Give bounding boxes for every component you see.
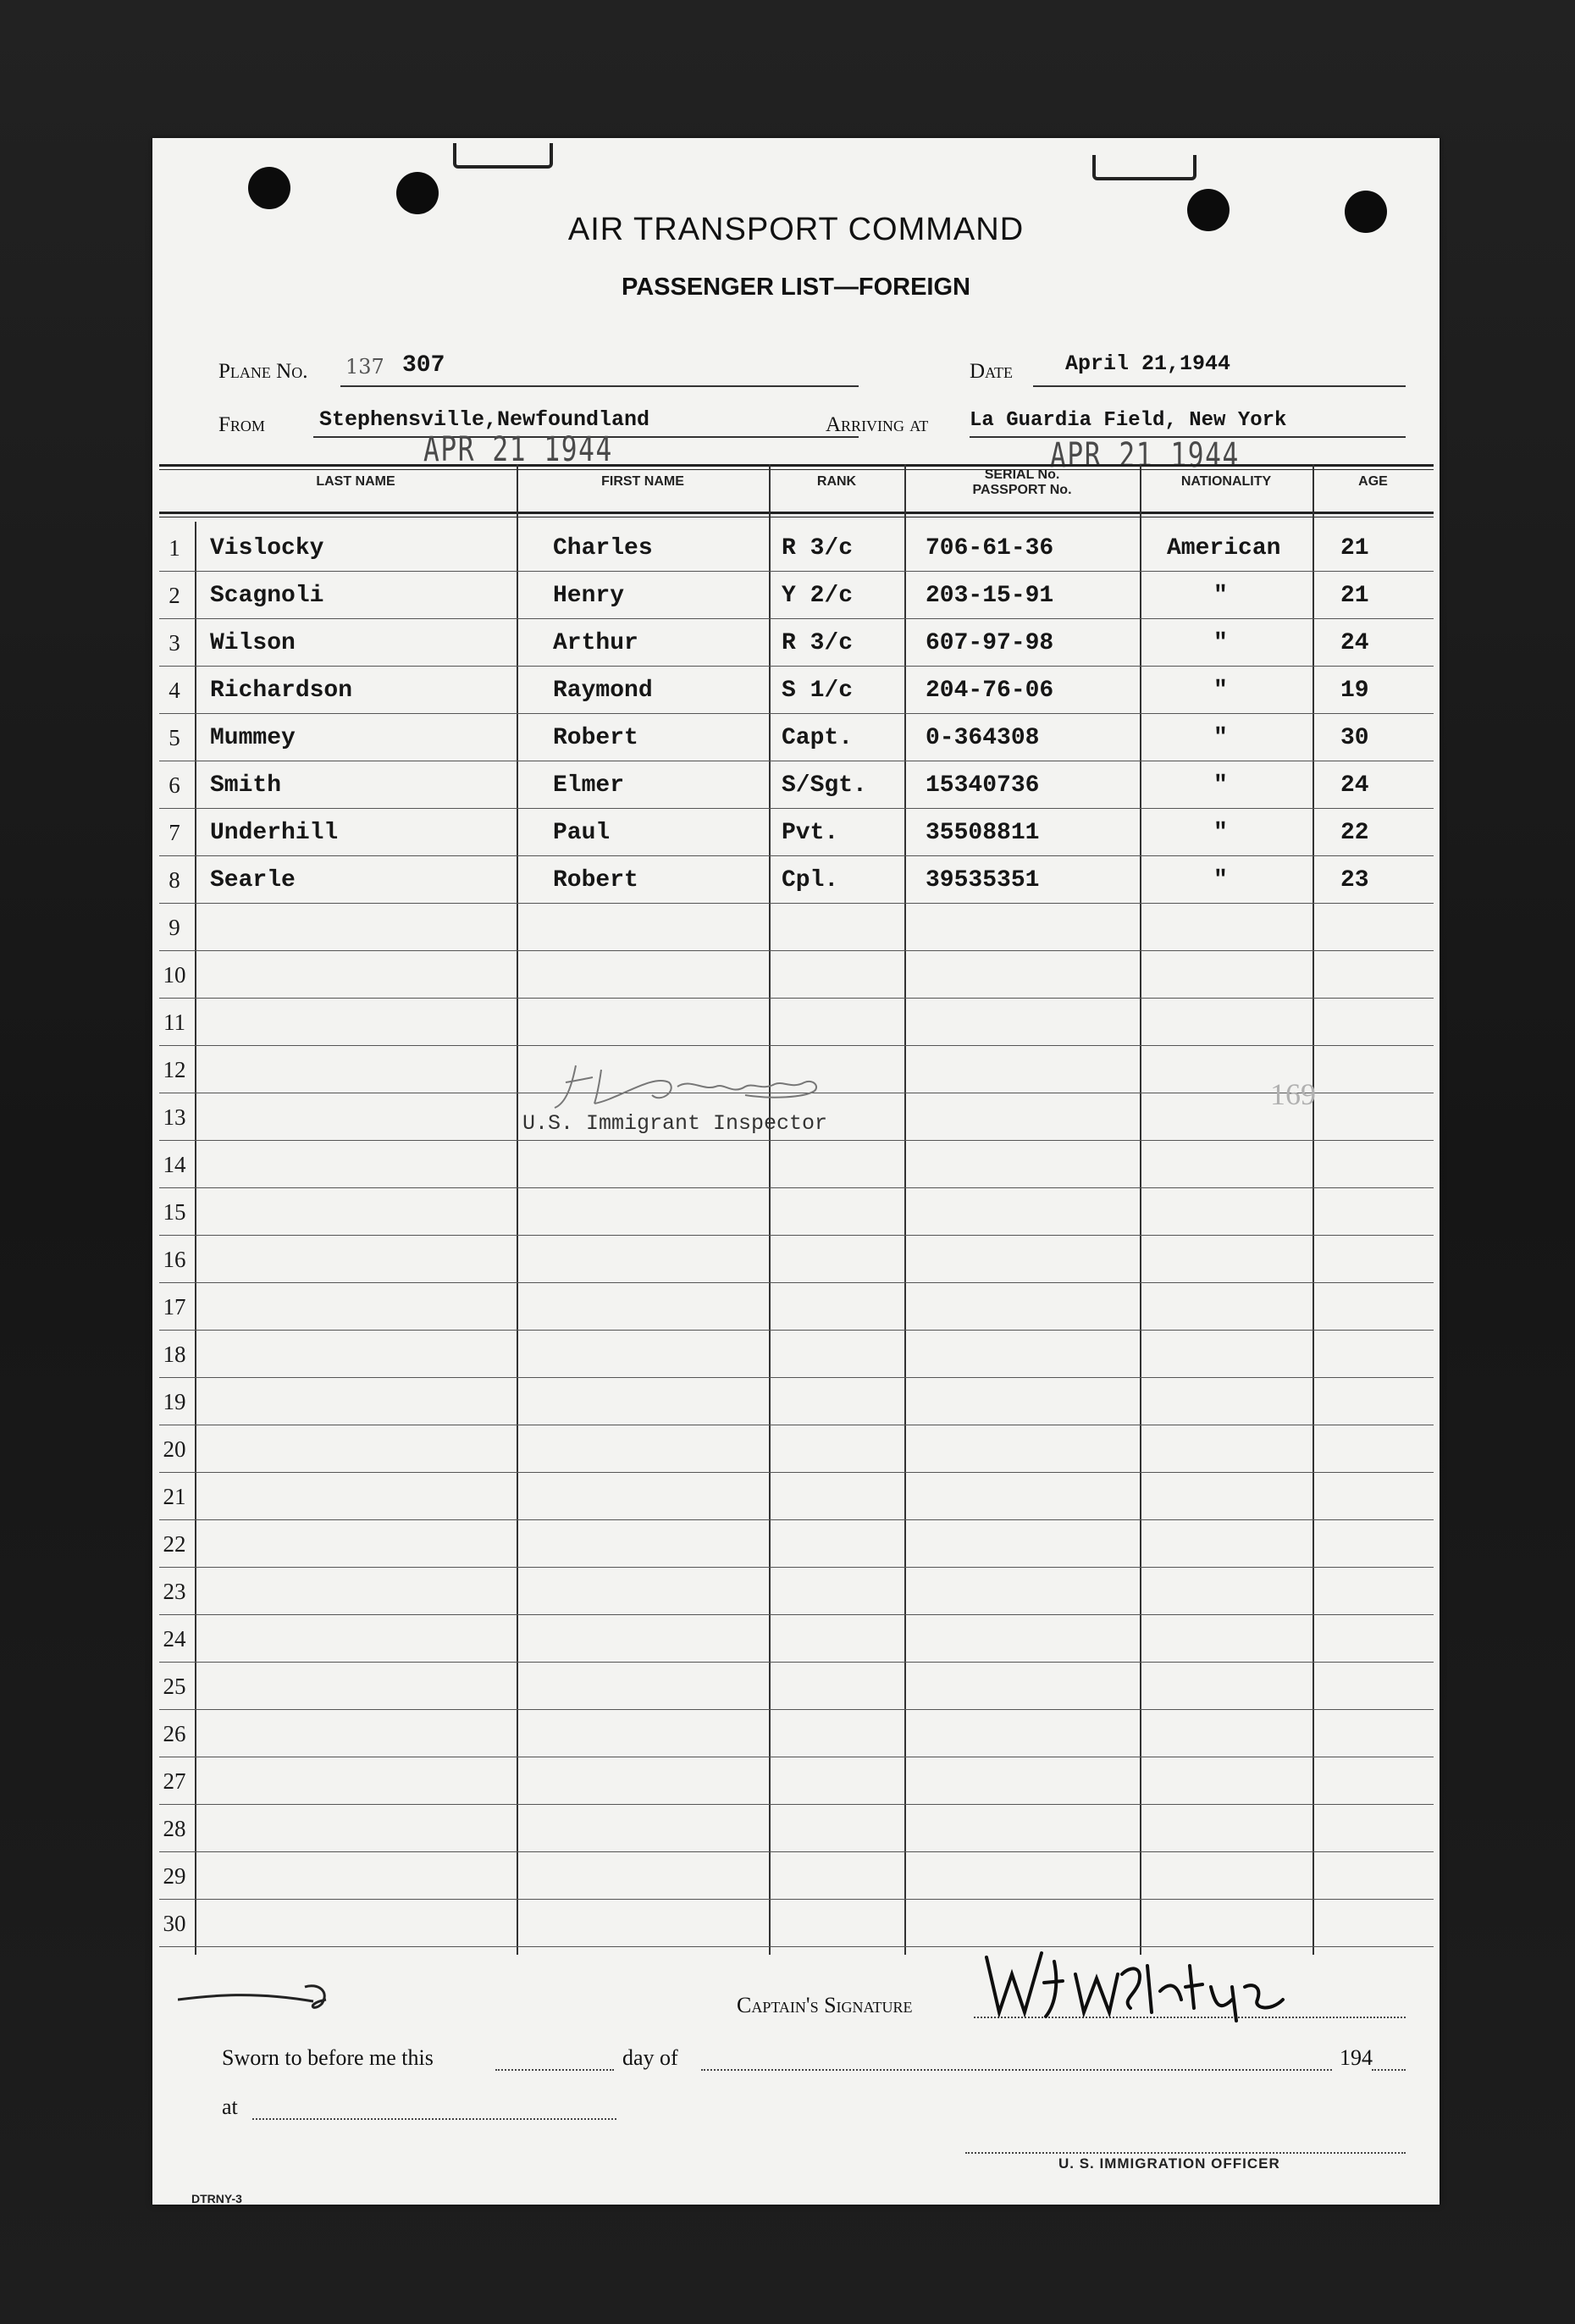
row-number: 12 [163,1057,186,1082]
cell-age: 21 [1340,535,1369,562]
row-number: 21 [163,1484,186,1509]
column-header-rank: RANK [816,474,857,489]
cell-serial-number: 204-76-06 [926,678,1054,704]
row-number: 3 [169,630,180,656]
row-rule [159,1235,1434,1236]
sworn-year-line [1372,2069,1406,2071]
row-number: 25 [163,1674,186,1699]
row-number: 11 [163,1010,185,1035]
arriving-value: La Guardia Field, New York [970,409,1287,432]
row-rule [159,1187,1434,1188]
immigration-officer-label: U. S. IMMIGRATION OFFICER [1058,2155,1280,2172]
column-header-serial-passport [904,468,1140,498]
inspector-signature [550,1057,821,1116]
row-number: 4 [169,678,180,703]
cell-nationality: " [1213,630,1228,656]
day-of-label: day of [622,2045,678,2070]
row-rule [159,1804,1434,1805]
row-number: 19 [163,1389,186,1414]
cell-age: 22 [1340,820,1369,846]
row-rule [159,1330,1434,1331]
captain-signature [978,1940,1317,2025]
cell-age: 24 [1340,630,1369,656]
row-number: 28 [163,1816,186,1841]
cell-rank: Pvt. [782,820,839,846]
row-rule [159,950,1434,951]
date-value: April 21,1944 [1065,351,1231,376]
row-rule [159,1140,1434,1141]
cell-last-name: Richardson [210,678,353,704]
row-rule [159,1045,1434,1046]
row-number: 30 [163,1911,186,1936]
arrival-date-stamp: APR 21 1944 [423,430,613,469]
cell-nationality: " [1213,820,1228,846]
row-rule [159,998,1434,999]
row-rule [159,1899,1434,1900]
cell-first-name: Robert [553,725,638,751]
row-rule [159,1519,1434,1520]
header-bottom-rule [159,512,1434,514]
cell-rank: R 3/c [782,630,854,656]
column-header-passport: PASSPORT No. [972,483,1072,497]
form-number: DTRNY-3 [191,2192,242,2205]
cell-rank: Y 2/c [782,583,854,609]
column-header-age: AGE [1358,474,1388,489]
cell-age: 23 [1340,867,1369,894]
at-label: at [222,2094,238,2119]
cell-last-name: Mummey [210,725,296,751]
column-divider [517,464,518,1955]
row-rule [159,808,1434,809]
column-divider [1140,464,1141,1955]
cell-age: 24 [1340,772,1369,799]
cell-first-name: Henry [553,583,625,609]
cell-nationality: " [1213,678,1228,704]
cell-age: 19 [1340,678,1369,704]
sworn-day-line [495,2069,614,2071]
cell-rank: S/Sgt. [782,772,867,799]
inspector-title: U.S. Immigrant Inspector [522,1111,828,1136]
arriving-label: Arriving at [826,413,929,436]
row-rule [159,571,1434,572]
faint-page-number: 169 [1270,1077,1316,1111]
row-number: 22 [163,1531,186,1557]
row-number: 16 [163,1247,186,1272]
row-number: 14 [163,1152,186,1177]
cell-first-name: Robert [553,867,638,894]
row-number: 2 [169,583,180,608]
passenger-list-form [152,138,1440,2205]
cell-serial-number: 39535351 [926,867,1040,894]
cell-serial-number: 35508811 [926,820,1040,846]
row-number: 18 [163,1342,186,1367]
form-title: AIR TRANSPORT COMMAND [567,212,1025,247]
row-rule [159,1567,1434,1568]
row-rule [159,1662,1434,1663]
passenger-table [159,464,1434,1955]
cell-serial-number: 15340736 [926,772,1040,799]
cell-first-name: Charles [553,535,653,562]
cell-serial-number: 607-97-98 [926,630,1054,656]
arrival-date-stamp: APR 21 1944 [1050,436,1240,475]
cell-last-name: Underhill [210,820,339,846]
row-number: 10 [163,962,186,988]
plane-number-label: Plane No. [218,360,308,383]
cell-rank: Capt. [782,725,854,751]
row-rule [159,618,1434,619]
cell-first-name: Elmer [553,772,625,799]
row-number: 9 [169,915,180,940]
row-number: 13 [163,1104,186,1130]
row-number: 7 [169,820,180,845]
cell-nationality: American [1167,535,1281,562]
row-number: 29 [163,1863,186,1889]
cell-nationality: " [1213,772,1228,799]
cell-serial-number: 203-15-91 [926,583,1054,609]
row-number: 17 [163,1294,186,1320]
at-line [252,2118,616,2120]
column-header-last-name: LAST NAME [316,474,395,489]
binder-clip [453,143,553,169]
row-rule [159,1709,1434,1710]
row-number: 26 [163,1721,186,1746]
cell-age: 21 [1340,583,1369,609]
cell-first-name: Raymond [553,678,653,704]
punch-hole [396,172,439,214]
cell-rank: S 1/c [782,678,854,704]
cell-last-name: Searle [210,867,296,894]
punch-hole [248,167,290,209]
row-rule [159,1282,1434,1283]
column-divider [1312,464,1314,1955]
date-label: Date [970,360,1014,383]
row-rule [159,1851,1434,1852]
row-rule [159,1377,1434,1378]
immigration-officer-line [965,2152,1406,2154]
cell-age: 30 [1340,725,1369,751]
cell-serial-number: 0-364308 [926,725,1040,751]
column-header-first-name: FIRST NAME [601,474,684,489]
plane-number-value: 307 [402,352,445,379]
corner-scribble [178,1966,347,2017]
date-line [1033,385,1406,387]
cell-last-name: Wilson [210,630,296,656]
row-rule [159,855,1434,856]
row-rule [159,713,1434,714]
row-number: 27 [163,1768,186,1794]
cell-last-name: Smith [210,772,282,799]
row-number: 5 [169,725,180,750]
cell-nationality: " [1213,867,1228,894]
column-header-serial: SERIAL No. [984,468,1060,482]
row-number: 15 [163,1199,186,1225]
row-number: 24 [163,1626,186,1652]
cell-nationality: " [1213,725,1228,751]
sworn-label: Sworn to before me this [222,2045,434,2070]
year-label: 194 [1340,2045,1373,2070]
cell-rank: R 3/c [782,535,854,562]
column-header-nationality: NATIONALITY [1180,474,1272,489]
from-label: From [218,413,265,436]
binder-clip [1092,155,1196,180]
row-rule [159,903,1434,904]
table-top-rule [159,464,1434,467]
cell-first-name: Arthur [553,630,638,656]
cell-first-name: Paul [553,820,611,846]
row-number: 1 [169,535,180,561]
column-divider [769,464,771,1955]
column-divider [904,464,906,1955]
row-rule [159,666,1434,667]
row-number: 23 [163,1579,186,1604]
cell-rank: Cpl. [782,867,839,894]
row-number: 6 [169,772,180,798]
captain-signature-label: Captain's Signature [737,1993,913,2017]
cell-last-name: Vislocky [210,535,324,562]
sworn-month-line [701,2069,1332,2071]
cell-serial-number: 706-61-36 [926,535,1054,562]
form-subtitle: PASSENGER LIST—FOREIGN [622,274,970,301]
row-rule [159,1614,1434,1615]
plane-number-handwritten: 137 [345,355,384,379]
row-rule [159,1472,1434,1473]
plane-number-line [340,385,859,387]
table-top-rule [159,469,1434,470]
row-number: 20 [163,1436,186,1462]
row-number: 8 [169,867,180,893]
cell-nationality: " [1213,583,1228,609]
cell-last-name: Scagnoli [210,583,324,609]
column-divider [195,522,196,1955]
from-value: Stephensville,Newfoundland [319,407,650,432]
